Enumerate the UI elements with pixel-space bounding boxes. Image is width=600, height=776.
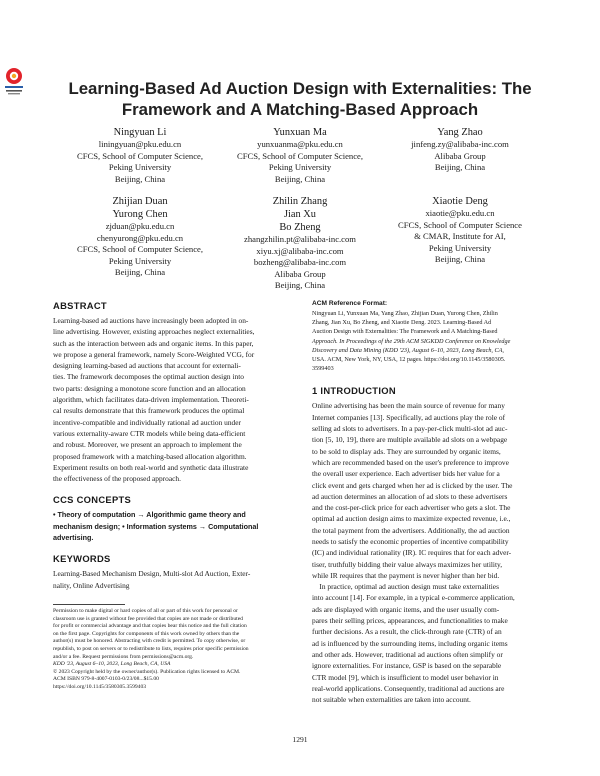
ccs-heading: CCS CONCEPTS [53, 494, 132, 506]
keywords-heading: KEYWORDS [53, 553, 111, 565]
paper-title: Learning-Based Ad Auction Design with Externalities: The Framework and A Matching-Based Approach [68, 79, 532, 119]
introduction-heading: 1 INTRODUCTION [312, 385, 396, 397]
abstract-heading: ABSTRACT [53, 300, 107, 311]
right-column [312, 300, 550, 705]
page-number: 1291 [292, 735, 308, 744]
author-block: Yunxuan Ma yunxuanma@pku.edu.cn CFCS, School of Computer Science, Peking University Beijing, China [236, 127, 364, 184]
author-block: Ningyuan Li liningyuan@pku.edu.cn CFCS, School of Computer Science, Peking University Beijing, China [76, 127, 204, 184]
abstract-text: Learning-based ad auctions have increasingly been adopted in on- line advertising. However, existing approaches neglect externalities, such as the interaction between ads and organic items. In this paper, we propose a general framework, namely Score-Weighted VCG, for designing learning-based ad auctions that account for externali- ties. The framework decomposes the optimal auction design into two parts: designing a monotone score function and an allocation algorithm, which facilitates data-driven implementation. Theoreti- cal results demonstrate that this framework produces the optimal incentive-compatible and individually rational ad auction under various externality-aware CTR models while being data-efficient and robust. Moreover, we present an approach to implement the proposed framework with a matching-based allocation algorithm. Experiment results on both real-world and synthetic data illustrate the effectiveness of the proposed approach. [53, 316, 255, 484]
reference-heading: ACM Reference Format: [312, 300, 388, 307]
footnote-rule [53, 604, 125, 605]
author-block: Xiaotie Deng xiaotie@pku.edu.cn CFCS, School of Computer Science & CMAR, Institute for AI, Peking University Beijing, China [398, 196, 522, 265]
author-block: Zhijian Duan Yurong Chen zjduan@pku.edu.cn chenyurong@pku.edu.cn CFCS, School of Computer Science, Peking University Beijing, China [76, 196, 204, 278]
author-block: Yang Zhao jinfeng.zy@alibaba-inc.com Alibaba Group Beijing, China [411, 127, 509, 173]
author-block: Zhilin Zhang Jian Xu Bo Zheng zhangzhilin.pt@alibaba-inc.com xiyu.xj@alibaba-inc.com bozheng@alibaba-inc.com Alibaba Group Beijing, China [244, 196, 356, 291]
keywords-text: Learning-Based Mechanism Design, Multi-slot Ad Auction, Exter- nality, Online Advertising [53, 569, 251, 590]
left-column [53, 300, 299, 591]
conference-logo [2, 66, 26, 100]
reference-format: Ningyuan Li, Yunxuan Ma, Yang Zhao, Zhijian Duan, Yurong Chen, Zhilin Zhang, Jian Xu, Bo Zheng, and Xiaotie Deng. 2023. Learning-Based Ad Auction Design with Externalities: The Framework and A Matching-Based Approach. In Proceedings of the 29th ACM SIGKDD Conference on Knowledge Discovery and Data Mining (KDD '23), August 6–10, 2023, Long Beach, CA, USA. ACM, New York, NY, USA, 12 pages. https://doi.org/10.1145/3580305. 3599403 [312, 310, 511, 373]
permission-notice: Permission to make digital or hard copies of all or part of this work for personal or classroom use is granted without fee provided that copies are not made or distributed for profit or commercial advantage and that copies bear this notice and the full citation on the first page. Copyrights for components of this work owned by others than the author(s) must be honored. Abstracting with credit is permitted. To copy otherwise, or republish, to post on servers or to redistribute to lists, requires prior specific permission and/or a fee. Request permissions from permissions@acm.org. KDD '23, August 6–10, 2023, Long Beach, CA, USA © 2023 Copyright held by the owner/author(s). Publication rights licensed to ACM. ACM ISBN 979-8-4007-0103-0/23/08...$15.00 https://doi.org/10.1145/3580305.3599403 [53, 608, 249, 690]
ccs-text: • Theory of computation → Algorithmic game theory and mechanism design; • Information systems → Computational advertising. [53, 510, 259, 543]
introduction-text: Online advertising has been the main source of revenue for many Internet companies [13]. Specifically, ad auctions play the role of selling ad slots to advertisers. In a pay-per-click multi-slot ad auc- tion [5, 10, 19], there are multiple available ad slots on a webpage to be sold to display ads. They are surrounded by organic items, which are recommended based on the user's preference to improve the overall user experience. Each advertiser bids her value for a click event and gets charged when her ad is clicked by the user. The ad auction determines an allocation of ad slots to these advertisers and the cost-per-click price for each advertiser who gets a slot. The optimal ad auction design aims to maximize expected revenue, i.e., the total payment from the advertisers. Additionally, the ad auction needs to satisfy the economic properties of incentive compatibility (IC) and individual rationality (IR). IC requires that for each adver- tiser, truthfully bidding their value always maximizes her utility, while IR requires that the payment is never higher than her bid. In practice, optimal ad auction design must take externalities into account [14]. For example, in a typical e-commerce application, ads are displayed with organic items, and the user usually com- pares their selling prices, appearances, and functionalities to make further decisions. As a result, the click-through rate (CTR) of an ad is influenced by the surrounding items, including organic items and other ads. However, traditional ad auctions often simplify or ignore externalities. For instance, GSP is based on the separable CTR model [9], which is insufficient to model user behavior in real-world applications. Consequently, traditional ad auctions are not suitable when externalities are taken into account. [312, 401, 515, 705]
